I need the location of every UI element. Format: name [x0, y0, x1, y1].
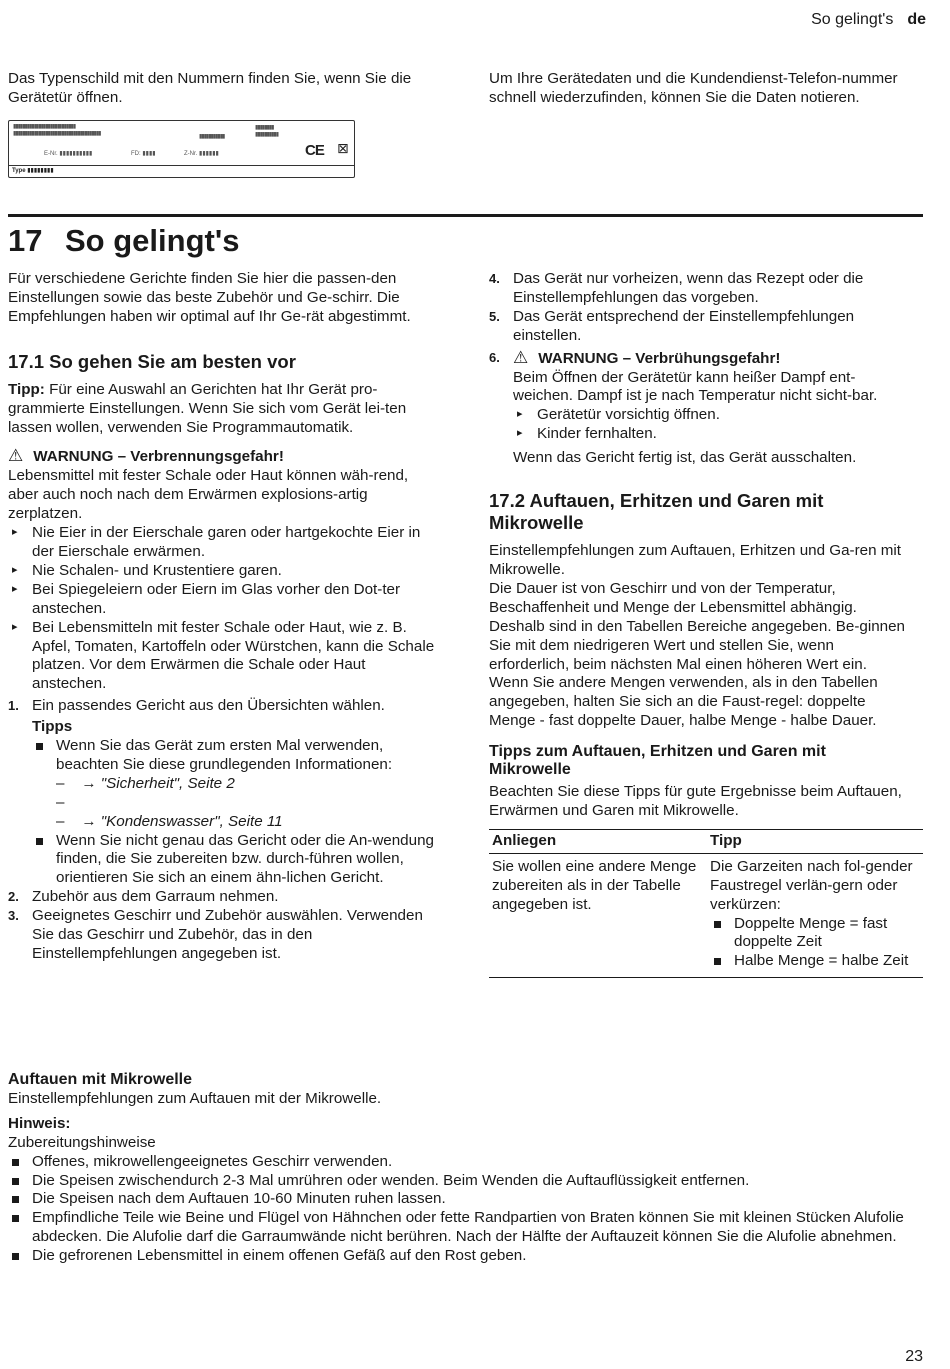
burn-warning-heading	[8, 447, 438, 467]
empty-dash: –	[56, 793, 65, 811]
plate-znr: Z-Nr. ▮▮▮▮▮▮	[184, 151, 219, 157]
s172-p2: Die Dauer ist von Geschirr und von der Temperatur, Beschaffenheit und Menge der Lebensmittel abhängig. Deshalb sind in den Tabellen Bereiche angegeben. Be-ginnen Sie mit dem niedrigeren Wert und stellen Sie, wenn erforderlich, beim nächsten Mal einen höheren Wert ein. Wenn Sie andere Mengen verwenden, als in den Tabellen angegeben, halten Sie sich an die Faust-regel: doppelte Menge - fast doppelte Dauer, halbe Menge - halbe Dauer.	[489, 579, 906, 730]
step-number: 2.	[8, 889, 19, 905]
step-number: 4.	[489, 271, 500, 286]
step-number: 5.	[489, 308, 500, 324]
defrost-section	[8, 1071, 923, 1266]
cell-anliegen: Sie wollen eine andere Menge zubereiten als in der Tabelle angegeben ist.	[492, 857, 697, 913]
scald-warning-title: WARNUNG – Verbrühungsgefahr!	[538, 349, 781, 367]
tipps-label: Tipps	[32, 718, 73, 736]
step-number: 6.	[489, 349, 500, 365]
step-2	[8, 888, 438, 907]
hint-label: Hinweis:	[8, 1114, 71, 1132]
column-header-tipp: Tipp	[707, 829, 923, 853]
step-6-after: Wenn das Gericht fertig ist, das Gerät ausschalten.	[513, 449, 857, 467]
intro-left-text: Das Typenschild mit den Nummern finden Sie, wenn Sie die Gerätetür öffnen.	[8, 70, 412, 106]
scald-list-item: ▸ Gerätetür vorsichtig öffnen.	[513, 406, 909, 425]
plate-placeholder: ▮▮▮▮▮▮▮▮▮▮	[255, 132, 279, 138]
step-3	[8, 907, 438, 964]
right-column	[489, 270, 913, 978]
chapter-rule	[8, 214, 923, 217]
hint-subtitle: Zubereitungshinweise	[8, 1133, 156, 1151]
tipp-item-2: Wenn Sie nicht genau das Gericht oder die An-wendung finden, die Sie zubereiten bzw. durch-führen wollen, orientieren Sie sich an einem ähn-lichen Gericht.	[32, 832, 438, 889]
defrost-intro: Einstellempfehlungen zum Auftauen mit der Mikrowelle.	[8, 1089, 382, 1107]
step-5-text: Das Gerät entsprechend der Einstellempfehlungen einstellen.	[513, 307, 855, 344]
tips-intro: Beachten Sie diese Tipps für gute Ergebnisse beim Auftauen, Erwärmen und Garen mit Mikrowelle.	[489, 783, 902, 820]
cell-tipp-item: Halbe Menge = halbe Zeit	[710, 952, 920, 971]
step-1-text: Ein passendes Gericht aus den Übersichten wählen.	[32, 697, 385, 715]
scald-warning-text: Beim Öffnen der Gerätetür kann heißer Dampf ent-weichen. Dampf ist je nach Temperatur nicht sicht-bar.	[513, 368, 878, 405]
plate-type: Type ▮▮▮▮▮▮▮▮	[12, 168, 54, 174]
warning-triangle-icon: ⚠	[8, 446, 24, 466]
step-number: 1.	[8, 698, 19, 714]
cell-tipp	[707, 853, 923, 977]
step-1	[8, 697, 438, 888]
scald-warning-heading	[513, 349, 909, 369]
ce-mark-icon: CE	[305, 142, 324, 159]
warning-triangle-icon: ⚠	[513, 347, 529, 367]
table-header-row	[489, 829, 923, 853]
burn-warning-text: Lebensmittel mit fester Schale oder Haut können wäh-rend, aber auch noch nach dem Erwärmen explosions-artig zerplatzen.	[8, 467, 409, 523]
scald-list-item: ▸ Kinder fernhalten.	[513, 425, 909, 444]
hint-list-item: Empfindliche Teile wie Beine und Flügel von Hähnchen oder fette Randpartien von Braten können Sie mit kleinen Stücken Alufolie abdecken. Die Alufolie darf die Garraumwände nicht berühren. Nach der Hälfte der Auftauzeit können Sie die Alufolie abnehmen.	[8, 1209, 923, 1247]
warning-list-item: ▸ Nie Schalen- und Krustentiere garen.	[8, 562, 438, 581]
left-column	[8, 270, 438, 964]
header-lang: de	[907, 11, 926, 28]
step-number: 3.	[8, 908, 19, 924]
plate-fd: FD: ▮▮▮▮	[131, 151, 156, 157]
defrost-heading: Auftauen mit Mikrowelle	[8, 1071, 193, 1088]
hint-list-item: Die Speisen zwischendurch 2-3 Mal umrühren oder wenden. Beim Wenden die Auftauflüssigkeit entfernen.	[8, 1172, 923, 1191]
plate-divider	[9, 165, 354, 166]
section-17-1-heading: 17.1 So gehen Sie am besten vor	[8, 350, 296, 372]
tip-paragraph	[8, 381, 438, 438]
hint-list-item: Die Speisen nach dem Auftauen 10-60 Minuten ruhen lassen.	[8, 1190, 923, 1209]
column-header-anliegen: Anliegen	[489, 829, 707, 853]
page-number: 23	[905, 1348, 923, 1365]
tip-text: Für eine Auswahl an Gerichten hat Ihr Gerät pro-grammierte Einstellungen. Wenn Sie sich vom Gerät lei-ten lassen wollen, verwenden Sie Programmautomatik.	[8, 380, 407, 436]
step-3-text: Geeignetes Geschirr und Zubehör auswählen. Verwenden Sie das Geschirr und Zubehör, das in den Einstellempfehlungen angegeben ist.	[32, 907, 423, 962]
step-5	[489, 308, 909, 346]
rating-plate-illustration	[8, 120, 355, 178]
tipp-item-1: Wenn Sie das Gerät zum ersten Mal verwenden, beachten Sie diese grundlegenden Informationen:	[32, 737, 438, 775]
link-kondenswasser[interactable]: – → "Kondenswasser", Seite 11	[56, 812, 283, 830]
plate-placeholder: ▮▮▮▮▮▮▮▮▮▮▮▮▮▮▮▮▮▮▮▮▮▮▮▮▮▮▮▮▮▮▮▮▮▮▮▮▮▮	[13, 131, 101, 137]
burn-warning-title: WARNUNG – Verbrennungsgefahr!	[33, 448, 284, 466]
plate-placeholder: ▮▮▮▮▮▮▮▮▮▮▮	[199, 134, 225, 140]
header-section: So gelingt's	[811, 11, 894, 28]
hint-list-item: Offenes, mikrowellengeeignetes Geschirr verwenden.	[8, 1153, 923, 1172]
plate-placeholder: ▮▮▮▮▮▮▮▮	[255, 125, 274, 131]
running-header	[811, 11, 926, 30]
crossed-bin-icon: ⊠	[337, 140, 349, 156]
tips-heading: Tipps zum Auftauen, Erhitzen und Garen mit Mikrowelle	[489, 743, 826, 779]
warning-list-item: ▸ Nie Eier in der Eierschale garen oder hartgekochte Eier in der Eierschale erwärmen.	[8, 524, 438, 562]
s172-p1: Einstellempfehlungen zum Auftauen, Erhitzen und Ga-ren mit Mikrowelle.	[489, 542, 901, 578]
intro-right-text: Um Ihre Gerätedaten und die Kundendienst-Telefon-nummer schnell wiederzufinden, können Sie die Daten notieren.	[489, 70, 898, 106]
tips-table	[489, 829, 923, 978]
section-17-2-heading: 17.2 Auftauen, Erhitzen und Garen mit Mikrowelle	[489, 490, 824, 534]
cell-tipp-text: Die Garzeiten nach fol-gender Faustregel verlän-gern oder verkürzen:	[710, 857, 913, 913]
chapter-title-text: So gelingt's	[65, 223, 240, 258]
cell-tipp-item: Doppelte Menge = fast doppelte Zeit	[710, 915, 920, 953]
step-2-text: Zubehör aus dem Garraum nehmen.	[32, 888, 279, 906]
warning-list-item: ▸ Bei Lebensmitteln mit fester Schale oder Haut, wie z. B. Apfel, Tomaten, Kartoffeln oder Würstchen, kann die Schale platzen. Vor dem Erwärmen die Schale oder Haut anstechen.	[8, 619, 438, 695]
tip-label: Tipp:	[8, 380, 45, 398]
step-4	[489, 270, 909, 308]
plate-enr: E-Nr. ▮▮▮▮▮▮▮▮▮▮	[44, 151, 93, 157]
step-4-text: Das Gerät nur vorheizen, wenn das Rezept oder die Einstellempfehlungen das vorgeben.	[513, 270, 864, 306]
chapter-number: 17	[8, 223, 43, 258]
link-sicherheit[interactable]: – → "Sicherheit", Seite 2	[56, 774, 235, 792]
table-row	[489, 853, 923, 977]
chapter-title	[8, 222, 239, 260]
hint-list-item: Die gefrorenen Lebensmittel in einem offenen Gefäß auf den Rost geben.	[8, 1247, 923, 1266]
chapter-intro: Für verschiedene Gerichte finden Sie hier die passen-den Einstellungen sowie das beste Zubehör und Ge-schirr. Die Empfehlungen haben wir optimal auf Ihr Ge-rät abgestimmt.	[8, 270, 411, 325]
warning-list-item: ▸ Bei Spiegeleiern oder Eiern im Glas vorher den Dot-ter anstechen.	[8, 581, 438, 619]
plate-placeholder: ▮▮▮▮▮▮▮▮▮▮▮▮▮▮▮▮▮▮▮▮▮▮▮▮▮▮▮	[13, 124, 76, 130]
step-6	[489, 349, 909, 468]
